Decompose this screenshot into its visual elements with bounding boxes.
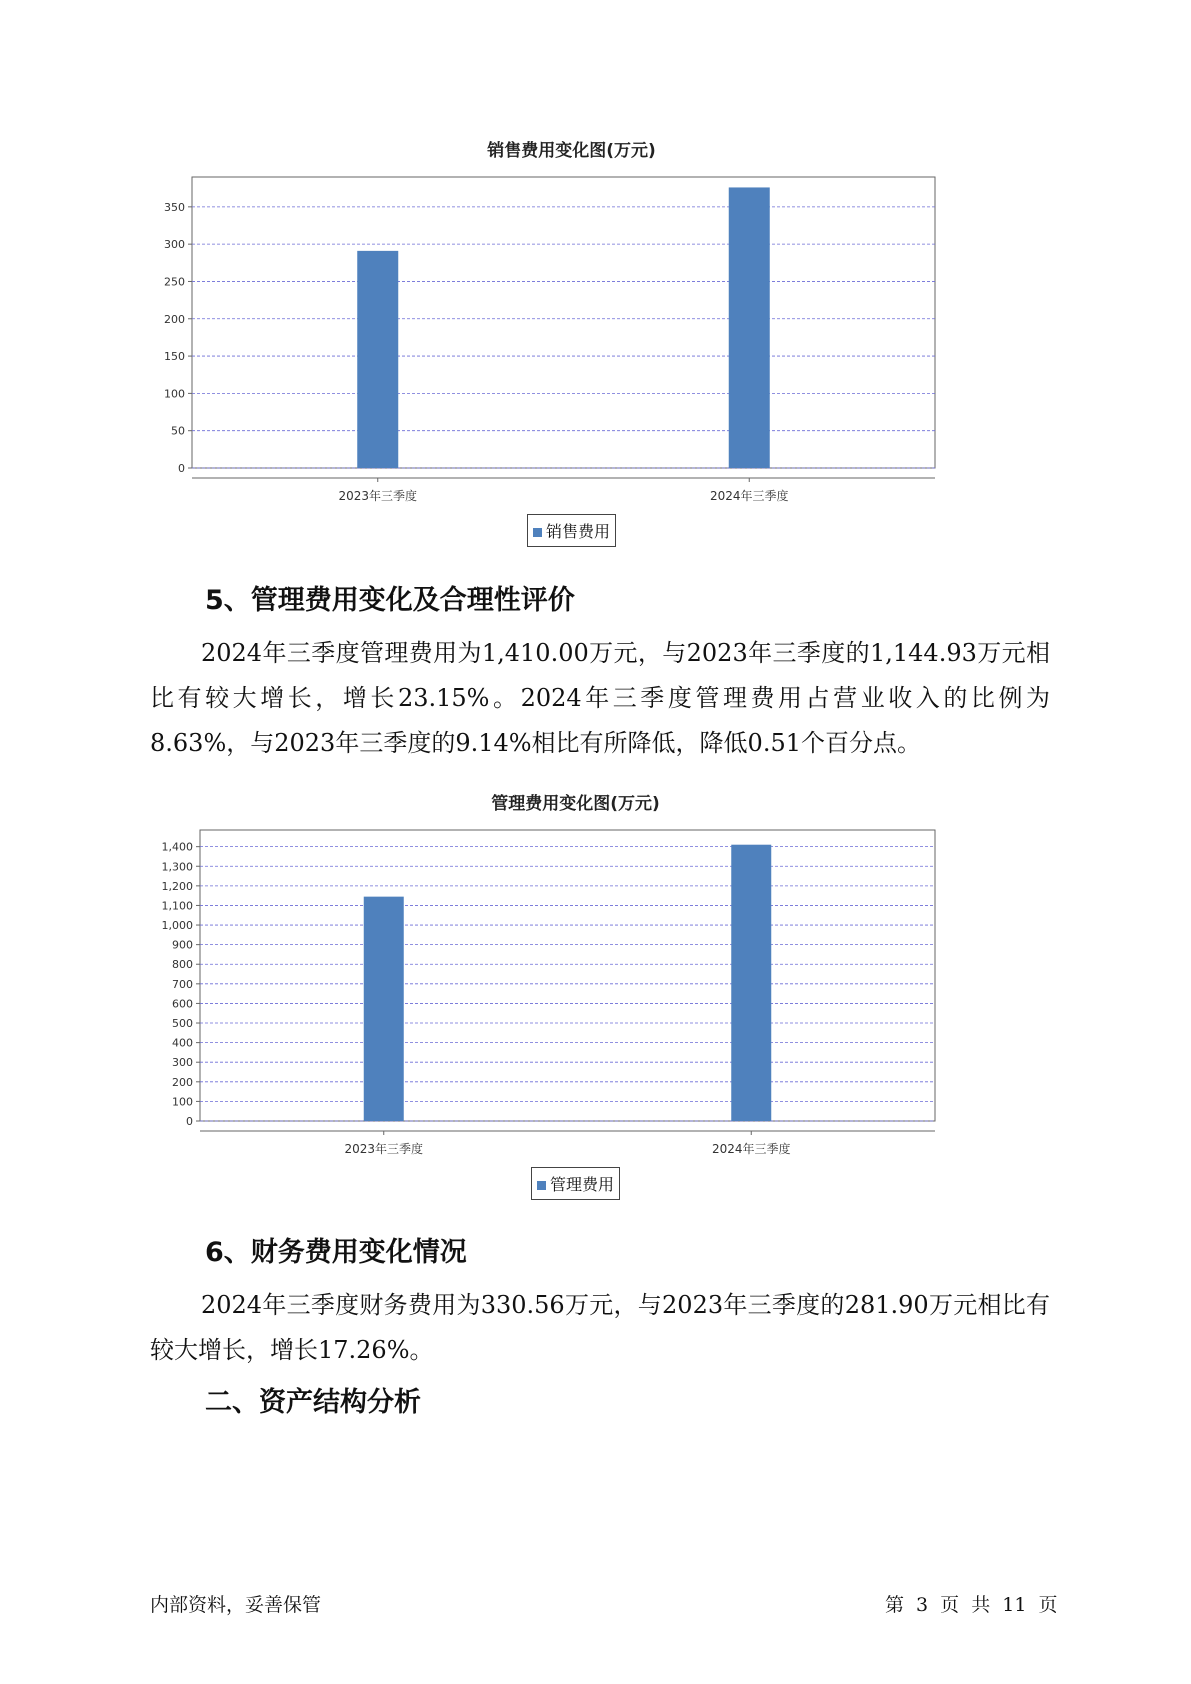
- y-tick-label: 1,100: [161, 899, 193, 913]
- y-tick-label: 100: [172, 1095, 193, 1109]
- y-tick-label: 900: [172, 938, 193, 952]
- chart-title: 销售费用变化图(万元): [487, 141, 656, 161]
- plot-area: [192, 177, 935, 468]
- legend-swatch: [537, 1181, 546, 1190]
- y-tick-label: 500: [172, 1017, 193, 1031]
- admin-expense-chart: [150, 783, 1030, 1213]
- y-tick-label: 250: [164, 275, 185, 289]
- sales-expense-chart: [150, 130, 1030, 560]
- bar: [729, 187, 770, 468]
- x-tick-label: 2023年三季度: [344, 1142, 424, 1156]
- chart-title: 管理费用变化图(万元): [491, 794, 660, 814]
- sales-expense-chart-svg: [150, 130, 1030, 560]
- legend-label: 管理费用: [550, 1175, 615, 1194]
- section-6-heading: 6、财务费用变化情况: [205, 1237, 467, 1268]
- y-tick-label: 200: [172, 1075, 193, 1089]
- footer-page-number: 第 3 页 共 11 页: [885, 1594, 1058, 1616]
- section-6-text: 2024年三季度财务费用为330.56万元，与2023年三季度的281.90万元相比有较大增长，增长17.26%。: [150, 1291, 1050, 1364]
- section-two-heading: 二、资产结构分析: [205, 1387, 421, 1418]
- y-tick-label: 200: [164, 312, 185, 326]
- y-tick-label: 700: [172, 977, 193, 991]
- y-tick-label: 300: [172, 1056, 193, 1070]
- legend-swatch: [533, 528, 542, 537]
- y-tick-label: 0: [178, 462, 185, 475]
- x-tick-label: 2024年三季度: [709, 489, 789, 503]
- x-tick-label: 2024年三季度: [711, 1142, 791, 1156]
- y-tick-label: 100: [164, 387, 185, 401]
- y-tick-label: 800: [172, 958, 193, 972]
- admin-expense-chart-svg: [150, 783, 1030, 1213]
- y-tick-label: 1,200: [161, 879, 193, 893]
- plot-area: [200, 830, 935, 1121]
- section-5-text: 2024年三季度管理费用为1,410.00万元，与2023年三季度的1,144.93万元相比有较大增长，增长23.15%。2024年三季度管理费用占营业收入的比例为8.63%，与2023年三季度的9.14%相比有所降低，降低0.51个百分点。: [150, 639, 1050, 757]
- y-tick-label: 50: [171, 424, 185, 438]
- chart-legend: [527, 514, 616, 547]
- bar: [357, 251, 398, 468]
- y-tick-label: 400: [172, 1036, 193, 1050]
- footer-confidential-note: 内部资料，妥善保管: [150, 1594, 322, 1616]
- y-tick-label: 350: [164, 200, 185, 214]
- bar: [364, 897, 404, 1121]
- y-tick-label: 1,300: [161, 860, 193, 874]
- x-tick-label: 2023年三季度: [338, 489, 418, 503]
- y-tick-label: 1,400: [161, 840, 193, 854]
- section-6-paragraph: [150, 1283, 1050, 1373]
- y-tick-label: 300: [164, 238, 185, 252]
- section-5-heading: 5、管理费用变化及合理性评价: [205, 585, 575, 616]
- legend-label: 销售费用: [546, 522, 611, 541]
- chart-legend: [531, 1167, 620, 1200]
- y-tick-label: 1,000: [161, 919, 193, 933]
- section-5-paragraph: [150, 631, 1050, 766]
- y-tick-label: 0: [186, 1115, 193, 1128]
- bar: [731, 845, 771, 1121]
- y-tick-label: 600: [172, 997, 193, 1011]
- y-tick-label: 150: [164, 350, 185, 364]
